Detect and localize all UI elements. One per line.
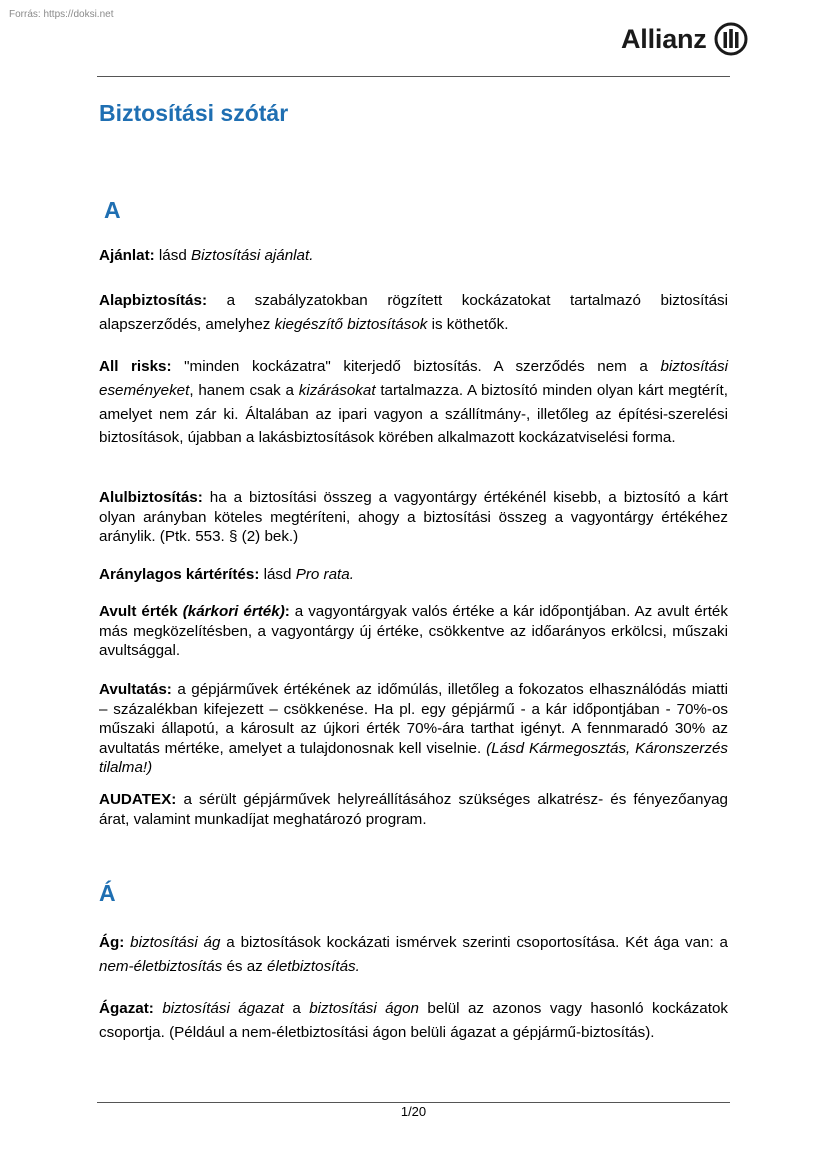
entry-agazat: Ágazat: biztosítási ágazat a biztosítási ágon belül az azonos vagy hasonló kockázatok csoportja. (Például a nem-életbiztosítási ágon belüli ágazat a gépjármű-biztosítás).	[99, 1000, 728, 1041]
entry-term: Ágazat:	[99, 1000, 154, 1017]
entry-aranylagos-karterites: Aránylagos kártérítés: lásd Pro rata.	[99, 566, 354, 583]
section-letter-a: A	[104, 197, 121, 223]
entry-term: Alulbiztosítás:	[99, 489, 203, 506]
entry-term: Ajánlat:	[99, 247, 155, 264]
entry-ajanlat: Ajánlat: lásd Biztosítási ajánlat.	[99, 247, 314, 264]
entry-term: Avult érték	[99, 603, 178, 620]
footer-divider	[97, 1102, 730, 1103]
entry-term: Ág:	[99, 934, 125, 951]
logo-wordmark: Allianz	[621, 23, 707, 54]
entry-avultatas: Avultatás: a gépjárművek értékének az időmúlás, illetőleg a fokozatos elhasználódás miatti – százalékban kifejezett – csökkenése. Ha pl. egy gépjármű - a kár időpontjában - 70%-os műszaki állapotú, a károsult az újkori érték 70%-ára tarthat igényt. A fennmaradó 30% az avultatás mértéke, amelyet a tulajdonosnak kell viselnie. (Lásd Kármegosztás, Káronszerzés tilalma!)	[99, 681, 729, 776]
source-note: Forrás: https://doksi.net	[9, 9, 114, 20]
header-divider	[97, 76, 730, 77]
document-title: Biztosítási szótár	[99, 100, 289, 126]
entry-ag: Ág: biztosítási ág a biztosítások kockázati ismérvek szerinti csoportosítása. Két ága van: a nem-életbiztosítás és az életbiztosítás.	[99, 934, 728, 975]
entry-term: All risks:	[99, 358, 172, 375]
entry-term: AUDATEX:	[99, 791, 177, 808]
entry-term: Avultatás:	[99, 681, 172, 698]
entry-avult-ertek: Avult érték (kárkori érték): a vagyontárgyak valós értéke a kár időpontjában. Az avult érték más megközelítésben, a vagyontárgy új értéke, csökkentve az időarányos erkölcsi, műszaki avultsággal.	[99, 603, 728, 659]
section-letter-a-acute: Á	[99, 880, 116, 906]
entry-alapbiztositas: Alapbiztosítás: a szabályzatokban rögzített kockázatokat tartalmazó biztosítási alapszerződés, amelyhez kiegészítő biztosítások is köthetők.	[99, 292, 728, 333]
page-number: 1/20	[400, 1104, 427, 1119]
entry-alulbiztositas: Alulbiztosítás: ha a biztosítási összeg a vagyontárgy értékénél kisebb, a biztosító a kárt olyan arányban köteles megtéríteni, ahogy a biztosítási összeg a vagyontárgy értékéhez aránylik. (Ptk. 553. § (2) bek.)	[99, 489, 728, 545]
entry-audatex: AUDATEX: a sérült gépjárművek helyreállításához szükséges alkatrész- és fényezőanyag árat, valamint munkadíjat meghatározó program.	[99, 791, 728, 828]
entry-term: Alapbiztosítás:	[99, 292, 208, 309]
entry-term: Aránylagos kártérítés:	[99, 566, 260, 583]
entry-all-risks: All risks: "minden kockázatra" kiterjedő biztosítás. A szerződés nem a biztosítási eseményeket, hanem csak a kizárásokat tartalmazza. A biztosító minden olyan kárt megtérít, amelyet nem zár ki. Általában az ipari vagyon a szállítmány-, illetőleg az építési-szerelési biztosítások, újabban a lakásbiztosítások körében alkalmazott kockázatviselési forma.	[99, 358, 729, 447]
allianz-eagle-icon	[714, 22, 748, 56]
allianz-logo	[621, 22, 748, 56]
